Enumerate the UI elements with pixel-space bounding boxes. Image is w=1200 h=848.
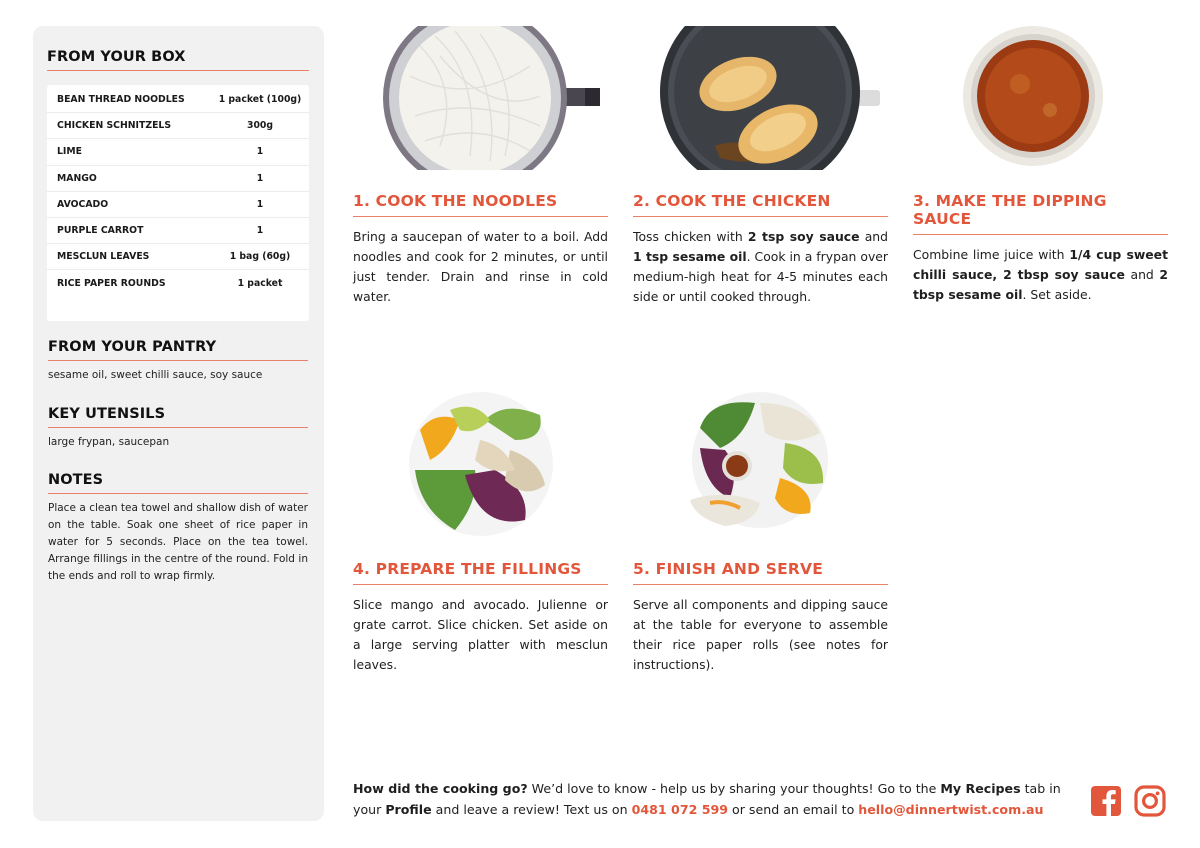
step-title: 5. FINISH AND SERVE xyxy=(633,560,823,578)
title-divider xyxy=(353,584,608,585)
table-row xyxy=(47,244,309,270)
ingredient-name: RICE PAPER ROUNDS xyxy=(57,277,166,289)
ingredient-quantity: 1 xyxy=(256,225,264,237)
notes-text: Place a clean tea towel and shallow dish of water on the table. Soak one sheet of rice paper in water for 5 seconds. Place on the tea towel. Arrange fillings in the centre of the round. Fold in the ends and roll to wrap firmly. xyxy=(48,502,308,582)
table-row xyxy=(47,270,309,296)
instruction-text: . Set aside. xyxy=(1022,287,1092,302)
step-instructions xyxy=(353,595,608,675)
ingredients-table xyxy=(47,85,309,321)
ingredient-quantity: 1 packet xyxy=(237,277,283,289)
chicken-frypan-photo xyxy=(660,26,885,170)
footer-text: tab in your xyxy=(353,781,1061,817)
step-instructions xyxy=(913,245,1168,305)
pantry-items: sesame oil, sweet chilli sauce, soy sauce xyxy=(48,369,263,381)
instruction-text: and xyxy=(859,229,889,244)
utensils-section xyxy=(48,406,308,451)
footer-text: or send an email to xyxy=(728,802,859,817)
table-row xyxy=(47,166,309,192)
contact-link[interactable]: hello@dinnertwist.com.au xyxy=(858,802,1044,817)
instruction-text: Bring a saucepan of water to a boil. Add noodles and cook for 2 minutes, or until just tender. Drain and rinse in cold water. xyxy=(353,229,608,304)
ingredients-sidebar xyxy=(33,26,324,821)
step-title: 1. COOK THE NOODLES xyxy=(353,192,558,210)
title-divider xyxy=(913,234,1168,235)
title-divider xyxy=(353,216,608,217)
facebook-icon[interactable] xyxy=(1090,785,1122,817)
step-2 xyxy=(633,192,888,307)
instruction-text: Slice mango and avocado. Julienne or grate carrot. Slice chicken. Set aside on a large serving platter with mesclun leaves. xyxy=(353,597,608,672)
heading-divider xyxy=(48,493,308,494)
pantry-section xyxy=(48,339,308,384)
dipping-sauce-bowl-photo xyxy=(960,26,1108,170)
heading-divider xyxy=(48,360,308,361)
title-divider xyxy=(633,216,888,217)
ingredient-quantity: 1 bag (60g) xyxy=(229,251,291,263)
step-title: 3. MAKE THE DIPPING SAUCE xyxy=(913,192,1107,228)
step-instructions xyxy=(633,595,888,675)
ingredient-name: CHICKEN SCHNITZELS xyxy=(57,120,172,132)
footer-emphasis: My Recipes xyxy=(940,781,1021,796)
noodles-saucepan-photo xyxy=(380,26,605,170)
contact-link[interactable]: 0481 072 599 xyxy=(631,802,729,817)
utensils-items: large frypan, saucepan xyxy=(48,436,170,448)
title-divider xyxy=(633,584,888,585)
fillings-plate-photo xyxy=(405,390,557,538)
ingredient-name: BEAN THREAD NOODLES xyxy=(57,94,185,106)
ingredient-name: PURPLE CARROT xyxy=(57,225,144,237)
table-row xyxy=(47,192,309,218)
bold-quantity: 2 tsp soy sauce xyxy=(747,229,860,244)
step-instructions xyxy=(353,227,608,307)
table-row xyxy=(47,87,309,113)
utensils-heading: KEY UTENSILS xyxy=(48,406,166,422)
instruction-text: and xyxy=(1124,267,1160,282)
feedback-message xyxy=(353,778,1073,820)
bold-quantity: 2 tbsp sesame oil xyxy=(913,267,1168,302)
step-title: 4. PREPARE THE FILLINGS xyxy=(353,560,582,578)
step-title: 2. COOK THE CHICKEN xyxy=(633,192,831,210)
instruction-text: . Cook in a frypan over medium-high heat for 4-5 minutes each side or until cooked through. xyxy=(633,249,888,304)
instruction-text: Serve all components and dipping sauce at the table for everyone to assemble their rice paper rolls (see notes for instructions). xyxy=(633,597,888,672)
footer-text: and leave a review! Text us on xyxy=(431,802,632,817)
footer-emphasis: Profile xyxy=(385,802,432,817)
table-row xyxy=(47,139,309,165)
heading-divider xyxy=(48,427,308,428)
ingredient-quantity: 1 xyxy=(256,146,264,158)
step-3 xyxy=(913,192,1168,305)
ingredient-quantity: 300g xyxy=(246,120,274,132)
ingredient-name: AVOCADO xyxy=(57,198,109,210)
table-row xyxy=(47,113,309,139)
step-5 xyxy=(633,560,888,675)
table-row xyxy=(47,218,309,244)
step-4 xyxy=(353,560,608,675)
footer-emphasis: How did the cooking go? xyxy=(353,781,528,796)
footer-text: We’d love to know - help us by sharing your thoughts! Go to the xyxy=(527,781,941,796)
ingredient-quantity: 1 xyxy=(256,172,264,184)
step-1 xyxy=(353,192,608,307)
bold-quantity: 1 tsp sesame oil xyxy=(633,249,747,264)
bold-quantity: 1/4 cup sweet chilli sauce, 2 tbsp soy sauce xyxy=(913,247,1169,282)
instruction-text: Combine lime juice with xyxy=(913,247,1070,262)
ingredient-name: MESCLUN LEAVES xyxy=(57,251,150,263)
from-your-box-heading: FROM YOUR BOX xyxy=(47,49,186,65)
ingredient-name: MANGO xyxy=(57,172,97,184)
finished-rolls-photo xyxy=(685,388,835,536)
ingredient-quantity: 1 xyxy=(256,198,264,210)
heading-divider xyxy=(47,70,309,71)
pantry-heading: FROM YOUR PANTRY xyxy=(48,339,217,355)
instruction-text: Toss chicken with xyxy=(633,229,748,244)
step-instructions xyxy=(633,227,888,307)
ingredient-name: LIME xyxy=(57,146,82,158)
notes-heading: NOTES xyxy=(48,472,104,488)
instagram-icon[interactable] xyxy=(1134,785,1166,817)
notes-section xyxy=(48,472,308,585)
ingredient-quantity: 1 packet (100g) xyxy=(218,94,302,106)
